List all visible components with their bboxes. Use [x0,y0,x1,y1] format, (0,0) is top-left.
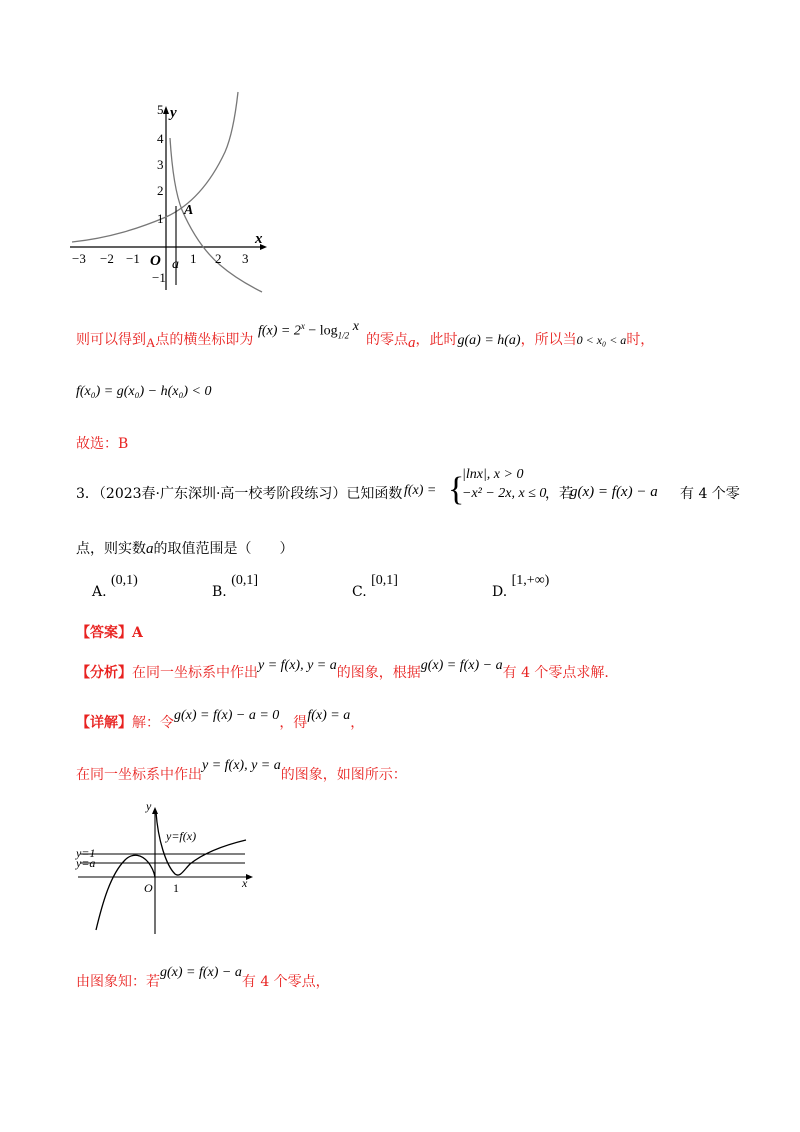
q3-prefix: 3．（2023春·广东深圳·高一校考阶段练习）已知函数 [76,486,403,502]
conclusion-expr: g(x) = f(x) − a [160,965,242,980]
graph1-ytick-4: 4 [157,131,164,146]
line1-t1: 则可以得到 [76,332,146,348]
line1-range: 0 < x₀ < a [576,333,627,347]
q3-a: a [146,541,154,557]
line1-text-2 [366,331,654,350]
f-expr-log-arg: x [352,318,359,334]
graph2-one-label: 1 [173,881,179,895]
analysis-t3: 有 4 个零点求解. [502,665,609,681]
graph1-xtick-neg2: −2 [100,251,114,266]
answer-line: 【答案】A [76,625,143,641]
detail-expr2: f(x) = a [307,708,351,723]
line1-g-eq: g(a) = h(a) [457,333,521,348]
graph1-a-label: a [172,257,179,272]
analysis-expr1: y = f(x), y = a [258,658,337,673]
draw-expr: y = f(x), y = a [202,758,281,773]
f-expr-log-base: 1/2 [337,330,350,341]
q3-line2-text: 点，则实数 [76,541,146,557]
exp-curve [72,92,238,242]
conclusion-line [76,965,330,992]
graph1-xtick-neg1: −1 [126,251,140,266]
graph2-fx-label: y=f(x) [166,829,197,843]
graph1-xtick-neg3: −3 [72,251,86,266]
analysis-t1: 在同一坐标系中作出 [132,665,258,681]
draw-line [76,758,407,785]
q3-t1: ，若 [545,486,573,502]
graph1-origin: O [150,253,161,269]
line1-t6: ，所以当 [520,332,577,348]
detail-t1: 解：令 [132,715,174,731]
line1-f-expr [258,318,359,341]
conclusion-t2: 有 4 个零点， [241,974,330,990]
detail-tag: 【详解】 [76,715,132,731]
option-c[interactable] [352,573,398,602]
graph1-ytick-1: 1 [157,211,164,226]
abs-ln-piece [156,812,246,875]
option-d-letter: D. [492,584,508,600]
previous-answer: 故选：B [76,436,129,452]
line1-a: a [408,335,416,351]
q3-line2 [76,540,294,558]
line1-t4: 的零点 [366,332,408,348]
q3-case1: |lnx|, x > 0 [462,467,524,482]
option-d[interactable] [492,573,550,602]
analysis-expr2: g(x) = f(x) − a [420,658,503,673]
option-a[interactable] [92,573,138,602]
analysis-line [76,658,609,683]
f-expr-exp: x [300,321,305,331]
line1-t3: 点的横坐标即为 [155,332,254,348]
option-d-value: [1,+∞) [511,573,550,588]
graph-exponential-log [60,90,280,300]
graph-piecewise [70,800,260,940]
q3-t2: 有 4 个零 [680,486,740,502]
graph2-ya-label: y=a [76,856,96,870]
option-a-letter: A. [92,584,107,600]
graph2-y-arrow [152,807,158,814]
draw-t2: 的图象，如图所示： [280,767,407,783]
detail-t3: ， [350,715,365,731]
line1-text [76,331,253,349]
analysis-tag: 【分析】 [76,665,132,681]
analysis-t2: 的图象，根据 [336,665,421,681]
detail-line [76,708,365,733]
f-expr-base: f(x) = 2 [258,323,301,339]
line1-point-A: A [146,335,156,350]
graph1-ytick-5: 5 [157,102,164,117]
option-b-letter: B. [212,584,227,600]
q3-g-expr: g(x) = f(x) − a [570,484,658,500]
option-a-value: (0,1) [111,573,138,588]
graph2-x-label: x [242,876,248,890]
graph1-x-label: x [255,231,263,247]
graph1-ytick-neg1: −1 [152,270,166,285]
graph1-xtick-1: 1 [190,251,197,266]
conclusion-t1: 由图象知：若 [76,974,160,990]
detail-t2: ，得 [279,715,308,731]
draw-t1: 在同一坐标系中作出 [76,767,202,783]
option-c-letter: C. [352,584,367,600]
option-c-value: [0,1] [371,573,398,588]
graph2-origin: O [144,881,153,895]
q3-brace: { [448,471,465,508]
graph1-xtick-3: 3 [242,251,249,266]
graph1-xtick-2: 2 [215,251,222,266]
graph1-ytick-3: 3 [157,157,164,172]
line2-expr: f(x₀) = g(x₀) − h(x₀) < 0 [76,384,212,399]
graph2-y1-label: y=1 [76,846,96,860]
q3-line2b-text: 的取值范围是（ ） [153,541,294,557]
graph1-point-A: A [184,203,194,218]
f-expr-log: − log [308,323,338,339]
line1-t5: ，此时 [415,332,458,348]
graph1-y-label: y [170,105,177,121]
y-axis-arrow [163,106,169,114]
graph1-ytick-2: 2 [157,183,164,198]
graph2-y-label: y [146,800,152,813]
option-b[interactable] [212,573,259,602]
q3-case2: −x² − 2x, x ≤ 0 [462,486,547,501]
detail-expr1: g(x) = f(x) − a = 0 [174,708,280,723]
line1-t7: 时， [626,332,655,348]
q3-f-lhs: f(x) = [404,483,437,498]
option-b-value: (0,1] [231,573,259,588]
